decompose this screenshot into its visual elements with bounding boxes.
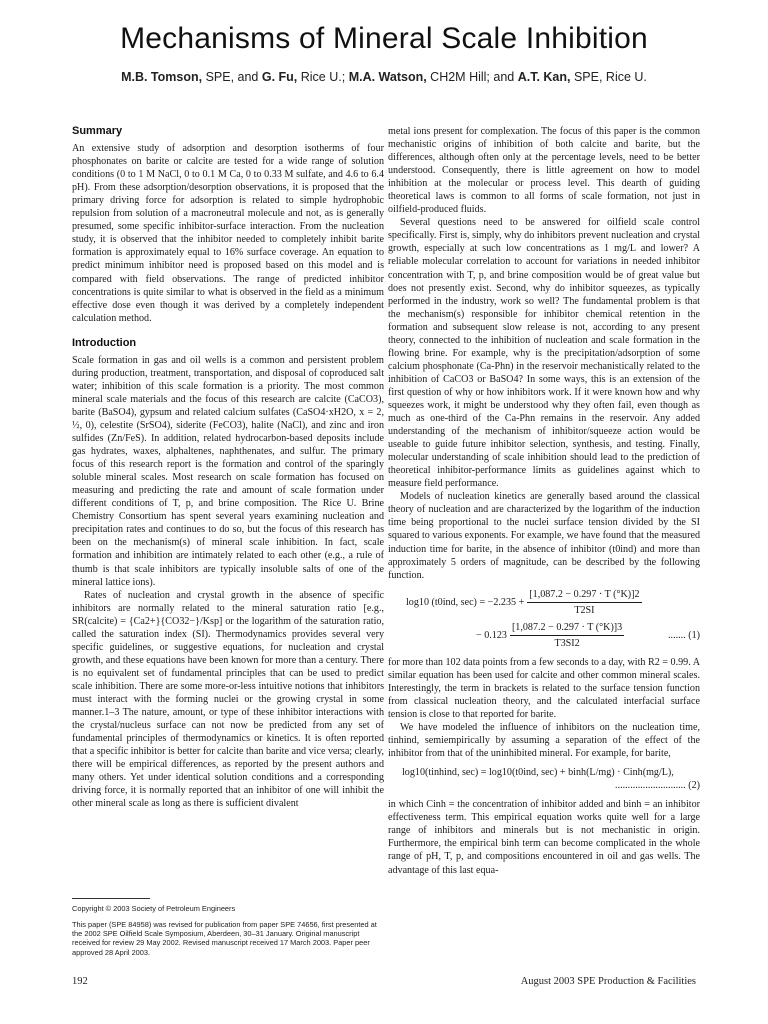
summary-paragraph: An extensive study of adsorption and desorption isotherms of four phosphonates on barite or calcite are tested for a wide range of solution conditions (0 to 1 M NaCl, 0 to 0.1 M Ca, 0 to 0.33 M sulfate, and 4.6 to 6.4 pH). From these adsorption/desorption observations, it is proposed that the primary driving force for adsorption is related to simple hydrophobic repulsion from solution of a macroneutral molecule and not, as is generally presumed, some specific inhibitor-surface interaction. From the nucleation study, it is observed that the inhibitor needed to completely inhibit barite formation is approximately equal to 16% surface coverage. An equation to predict minimum inhibitor need is proposed based on this model and is compared with field observations. The range of predicted inhibitor concentrations is quite similar to what is observed in the field as a minimum effective dose even though it was derived by a completely independent calculation method.: [72, 143, 384, 324]
page-number: 192: [72, 976, 88, 987]
introduction-heading: Introduction: [72, 336, 137, 349]
equation-1-numerator-1: [1,087.2 − 0.297 · T (°K)]2: [527, 588, 641, 603]
page-title: Mechanisms of Mineral Scale Inhibition: [120, 22, 648, 55]
right-paragraph-6: in which Cinh = the concentration of inhibitor added and binh = an inhibitor effectiveness term. This empirical equation works quite well for a large range of inhibitors and minerals but is not mechanistic in origin. Furthermore, the empirical binh term can become complicated in the whole range of pH, T, p, and compositions encountered in oil and gas wells. The advantage of this last equa-: [388, 799, 700, 876]
footnote-divider: [72, 898, 150, 899]
author-name: M.B. Tomson,: [121, 70, 203, 84]
author-affiliation: SPE, and: [202, 70, 262, 84]
equation-1-lhs: log10 (t0ind, sec) = −2.235 +: [406, 596, 525, 608]
right-paragraph-1: metal ions present for complexation. The focus of this paper is the common mechanistic origins of inhibition of both calcite and barite, but the differences, although often only at the percentage levels, need to be better understood. Consequently, there is little agreement on how to model inhibition at the molecular or process level. This dearth of guiding theoretical laws is common to all forms of scale formation, not just in oilfield-produced fluids.: [388, 126, 700, 216]
summary-heading: Summary: [72, 125, 123, 137]
equation-1-number: ....... (1): [668, 629, 700, 641]
equation-1-denominator-2: T3SI2: [554, 637, 580, 649]
right-column: [388, 125, 700, 877]
author-name: G. Fu,: [261, 70, 298, 84]
equation-2: [388, 766, 700, 792]
right-paragraph-4: for more than 102 data points from a few seconds to a day, with R2 = 0.99. A similar equation has been used for calcite and other common mineral scales. Interestingly, the term in brackets is related to the surface tension function from classical nucleation theory, and the calculated interfacial surface tension is close to that reported for barite.: [388, 656, 700, 721]
author-affiliation: SPE, Rice U.: [570, 70, 647, 84]
left-column: [72, 125, 384, 810]
author-name: A.T. Kan,: [517, 70, 571, 84]
equation-2-number: ............................ (2): [615, 780, 700, 792]
intro-paragraph-2: Rates of nucleation and crystal growth in the absence of specific inhibitors are normally related to the mineral saturation ratio [e.g., SR(calcite) = {Ca2+}{CO32−}/Ksp] or the logarithm of the saturation ratio, called the saturation index (SI). Thermodynamics provides several very specific guidelines, or suggestive equations, for nucleation and crystal growth, and these equations have been known for more than a century. There is no equivalent set of fundamental principles that can be used to predict scale inhibition. There are some more-or-less intuitive notions that inhibitors must interact with the forming nuclei or the growing crystal in some manner.1–3 The nature, amount, or type of these inhibitor interactions with the crystal/nucleus surface can not now be predicted from any set of fundamental principles of thermodynamics or kinetics. It is often reported that a specific inhibitor is better for calcite than barite and vice versa; clearly, there will be empirical differences, as reported by the present authors and many others. Yet under identical solution conditions and a corresponding driving force, it is normally reported that an inhibitor of one will inhibit the other mineral scale as long as there is sufficient divalent: [72, 589, 384, 810]
equation-1: [388, 588, 700, 650]
equation-1-prefix-2: − 0.123: [476, 629, 507, 641]
equation-2-body: log10(tinhind, sec) = log10(t0ind, sec) + binh(L/mg) · Cinh(mg/L),: [402, 767, 674, 779]
author-affiliation: CH2M Hill; and: [426, 70, 518, 84]
equation-1-denominator-1: T2SI: [574, 604, 595, 616]
author-name: M.A. Watson,: [348, 70, 427, 84]
right-paragraph-3: Models of nucleation kinetics are generally based around the classical theory of nucleation and are characterized by the logarithm of the induction time being proportional to the nuclei surface tension divided by the SI squared to various exponents. For example, we have found that the measured induction time for barite, in the absence of inhibitor (t0ind) and more than approximately 5 orders of magnitude, can be described by the following function.: [388, 491, 700, 581]
publication-note: This paper (SPE 84958) was revised for publication from paper SPE 74656, first presented at the 2002 SPE Oilfield Scale Symposium, Aberdeen, 30–31 January. Original manuscript received for review 29 May 2002. Revised manuscript received 17 March 2003. Paper peer approved 28 April 2003.: [72, 920, 377, 957]
right-paragraph-2: Several questions need to be answered for oilfield scale control specifically. First is, simply, why do inhibitors prevent nucleation and crystal growth, especially at such low concentrations as 1 mg/L and lower? A reliable molecular correlation to account for variations in needed inhibitor concentration with T, p, and brine composition would be of great value but does not presently exist. Second, why do inhibitor squeezes, as typically performed in the industry, work so well? The fundamental problem is that the mechanism(s) responsible for inhibitor chemical retention in the formation and subsequent slow release is not, according to any present theory, connected to the inhibition of nucleation and scale formation in the flowing brine. For example, why is the precipitation/adsorption of some calcium phosphonate (Ca-Phn) in the reservoir mechanistically related to the inhibition of CaCO3 or BaSO4? In some ways, this is an extension of the first question of why or how inhibitors work. If it were known how and why squeezes work, it might be understood why they often fail, even though as much as one-third of the Ca-Phn remains in the reservoir. Any added understanding of the mechanism of inhibitor/squeeze action would be useable to guide future inhibitor selection, synthesis, and testing. Finally, molecular understanding of scale inhibition should lead to the prediction of theoretical inhibitor-performance limits as guidelines against which to measure field performance.: [388, 217, 700, 490]
intro-paragraph-1: Scale formation in gas and oil wells is a common and persistent problem during production, treatment, transportation, and disposal of coproduced salt water; inhibition of this scale formation is a priority. The most common mineral scale materials and the focus of this research are calcite (CaCO3), barite (BaSO4), gypsum and related calcium sulfates (CaSO4·xH2O, x = 2, ½, 0), celestite (SrSO4), siderite (FeCO3), halite (NaCl), and zinc and iron sulfides (Zn/FeS). In addition, related hydrocarbon-based deposits include gas hydrates, waxes, alphaltenes, naphthenates, and sulfur. The primary focus of this research report is the formation and control of the sparingly soluble mineral scales. Most research on scale formation has focused on measuring and predicting the rate and amount of scale formation under different conditions of T, p, and brine composition. The Rice U. Brine Chemistry Consortium has spent several years examining nucleation and precipitation rates and continues to do so, but the focus of this research has been on the mechanism(s) of mineral scale inhibition. In fact, scale formation and inhibition are intimately related to each other (e.g., a rule of thumb is that scale inhibitors are typically insoluble salts of one of the mineral lattice ions).: [72, 354, 384, 588]
copyright-note: Copyright © 2003 Society of Petroleum Engineers: [72, 904, 236, 913]
journal-footer: August 2003 SPE Production & Facilities: [520, 976, 696, 987]
author-affiliation: Rice U.;: [297, 70, 349, 84]
right-paragraph-5: We have modeled the influence of inhibitors on the nucleation time, tinhind, semiempirically by assuming a separation of the effect of the inhibitor from that of the uninhibited mineral. For example, for barite,: [388, 722, 700, 760]
author-line: [0, 70, 768, 84]
equation-1-numerator-2: [1,087.2 − 0.297 · T (°K)]3: [510, 621, 624, 636]
